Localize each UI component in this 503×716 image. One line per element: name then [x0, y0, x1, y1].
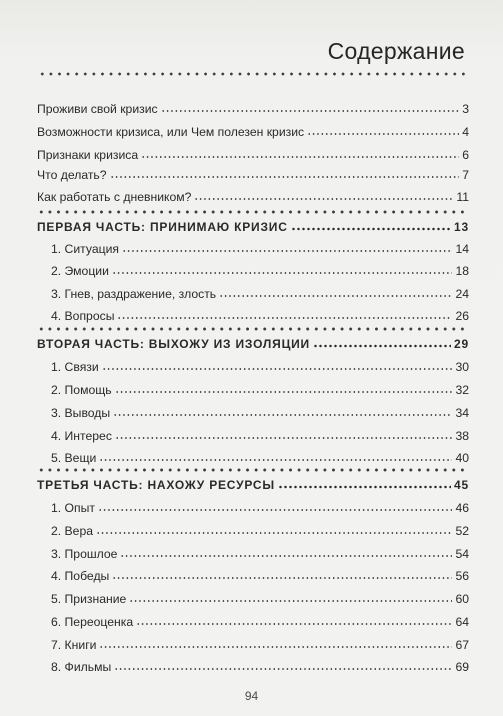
- toc-entry-label: 2. Эмоции: [51, 264, 109, 278]
- dot-leader: [122, 249, 452, 253]
- toc-entry: [51, 241, 469, 257]
- dot-leader: [110, 175, 460, 179]
- toc-entry-label: 3. Прошлое: [51, 547, 118, 561]
- toc-entry-label: 1. Связи: [51, 360, 99, 374]
- toc-entry-label: 2. Вера: [51, 524, 94, 538]
- toc-entry-page: 52: [455, 524, 469, 538]
- section-divider: [37, 210, 469, 214]
- toc-part-page: 29: [454, 337, 469, 351]
- toc-entry: [51, 428, 469, 444]
- toc-entry: [51, 263, 469, 279]
- toc-entry-page: 7: [462, 168, 469, 182]
- toc-entry-page: 69: [455, 660, 469, 674]
- toc-entry-page: 26: [455, 309, 469, 323]
- dot-leader: [112, 271, 453, 275]
- toc-entry: [51, 450, 469, 466]
- dot-leader: [129, 599, 452, 603]
- toc-entry: [51, 382, 469, 398]
- toc-entry: [37, 124, 469, 140]
- toc-entry-label: Проживи свой кризис: [37, 102, 158, 116]
- toc-entry: [37, 147, 469, 163]
- toc-entry: [51, 568, 469, 584]
- toc-entry: [51, 659, 469, 675]
- dot-leader: [112, 576, 452, 580]
- toc-entry-page: 18: [455, 264, 469, 278]
- section-divider: [37, 327, 469, 331]
- toc-entry: [51, 308, 469, 324]
- dot-leader: [120, 554, 452, 558]
- toc-entry-label: 7. Книги: [51, 638, 97, 652]
- toc-entry: [51, 500, 469, 516]
- toc-entry-page: 30: [455, 360, 469, 374]
- toc-entry: [51, 405, 469, 421]
- toc-entry-page: 11: [456, 190, 469, 204]
- toc-entry-page: 34: [455, 406, 469, 420]
- toc-entry-label: Как работать с дневником?: [37, 190, 192, 204]
- dot-leader: [136, 622, 452, 626]
- toc-entry-label: Возможности кризиса, или Чем полезен кризис: [37, 125, 305, 139]
- toc-entry-label: 4. Вопросы: [51, 309, 115, 323]
- dot-leader: [219, 294, 452, 298]
- section-divider: [37, 468, 469, 472]
- dot-leader: [99, 645, 452, 649]
- dot-leader: [99, 458, 452, 462]
- toc-part-page: 13: [454, 220, 469, 234]
- dot-leader: [161, 109, 460, 113]
- toc-entry-label: 1. Опыт: [51, 501, 95, 515]
- toc-entry-page: 24: [455, 287, 469, 301]
- toc-entry-label: 4. Победы: [51, 569, 110, 583]
- toc-entry-label: 5. Вещи: [51, 451, 97, 465]
- toc-entry-label: 4. Интерес: [51, 429, 112, 443]
- toc-entry-label: 5. Признание: [51, 592, 127, 606]
- toc-entry-page: 38: [455, 429, 469, 443]
- dot-leader: [102, 367, 453, 371]
- toc-entry-page: 14: [455, 242, 469, 256]
- dot-leader: [313, 344, 451, 348]
- toc-entry: [51, 286, 469, 302]
- toc-entry: [51, 637, 469, 653]
- toc-entry-page: 60: [455, 592, 469, 606]
- toc-entry-page: 32: [455, 383, 469, 397]
- toc-entry-label: 2. Помощь: [51, 383, 112, 397]
- toc-part-label: ПЕРВАЯ ЧАСТЬ: ПРИНИМАЮ КРИЗИС: [37, 220, 288, 234]
- toc-entry: [37, 167, 469, 183]
- dot-leader: [278, 485, 451, 489]
- toc-entry-label: Признаки кризиса: [37, 148, 139, 162]
- toc-entry-label: Что делать?: [37, 168, 107, 182]
- toc-entry-page: 3: [462, 102, 469, 116]
- dot-leader: [291, 227, 451, 231]
- dot-leader: [113, 413, 452, 417]
- toc-entry-page: 67: [455, 638, 469, 652]
- toc-entry: [37, 189, 469, 205]
- toc-entry-page: 56: [455, 569, 469, 583]
- toc-part-heading: [37, 336, 469, 352]
- dot-leader: [117, 316, 452, 320]
- page-number: 94: [244, 689, 259, 703]
- toc-entry-label: 1. Ситуация: [51, 242, 120, 256]
- toc-entry: [51, 359, 469, 375]
- toc-part-heading: [37, 477, 469, 493]
- toc-entry: [51, 546, 469, 562]
- toc-part-label: ВТОРАЯ ЧАСТЬ: ВЫХОЖУ ИЗ ИЗОЛЯЦИИ: [37, 337, 310, 351]
- toc-entry: [51, 614, 469, 630]
- toc-entry-page: 4: [462, 125, 469, 139]
- toc-entry-label: 3. Выводы: [51, 406, 111, 420]
- page-title: Содержание: [327, 38, 465, 64]
- toc-entry: [51, 523, 469, 539]
- dot-leader: [307, 132, 459, 136]
- dot-leader: [114, 667, 452, 671]
- toc-entry-label: 6. Переоценка: [51, 615, 134, 629]
- toc-part-heading: [37, 219, 469, 235]
- toc-entry-page: 40: [455, 451, 469, 465]
- dot-leader: [115, 436, 453, 440]
- dot-leader: [194, 197, 453, 201]
- toc-entry-page: 54: [455, 547, 469, 561]
- dot-leader: [141, 155, 459, 159]
- dot-leader: [98, 508, 452, 512]
- toc-entry-label: 8. Фильмы: [51, 660, 112, 674]
- dot-leader: [96, 531, 452, 535]
- toc-entry: [37, 101, 469, 117]
- toc-entry-page: 64: [455, 615, 469, 629]
- dot-leader: [115, 390, 453, 394]
- toc-entry-label: 3. Гнев, раздражение, злость: [51, 287, 217, 301]
- toc-entry-page: 6: [462, 148, 469, 162]
- toc-part-label: ТРЕТЬЯ ЧАСТЬ: НАХОЖУ РЕСУРСЫ: [37, 478, 275, 492]
- toc-entry-page: 46: [455, 501, 469, 515]
- toc-entry: [51, 591, 469, 607]
- toc-part-page: 45: [454, 478, 469, 492]
- title-dotted-rule: [38, 72, 467, 76]
